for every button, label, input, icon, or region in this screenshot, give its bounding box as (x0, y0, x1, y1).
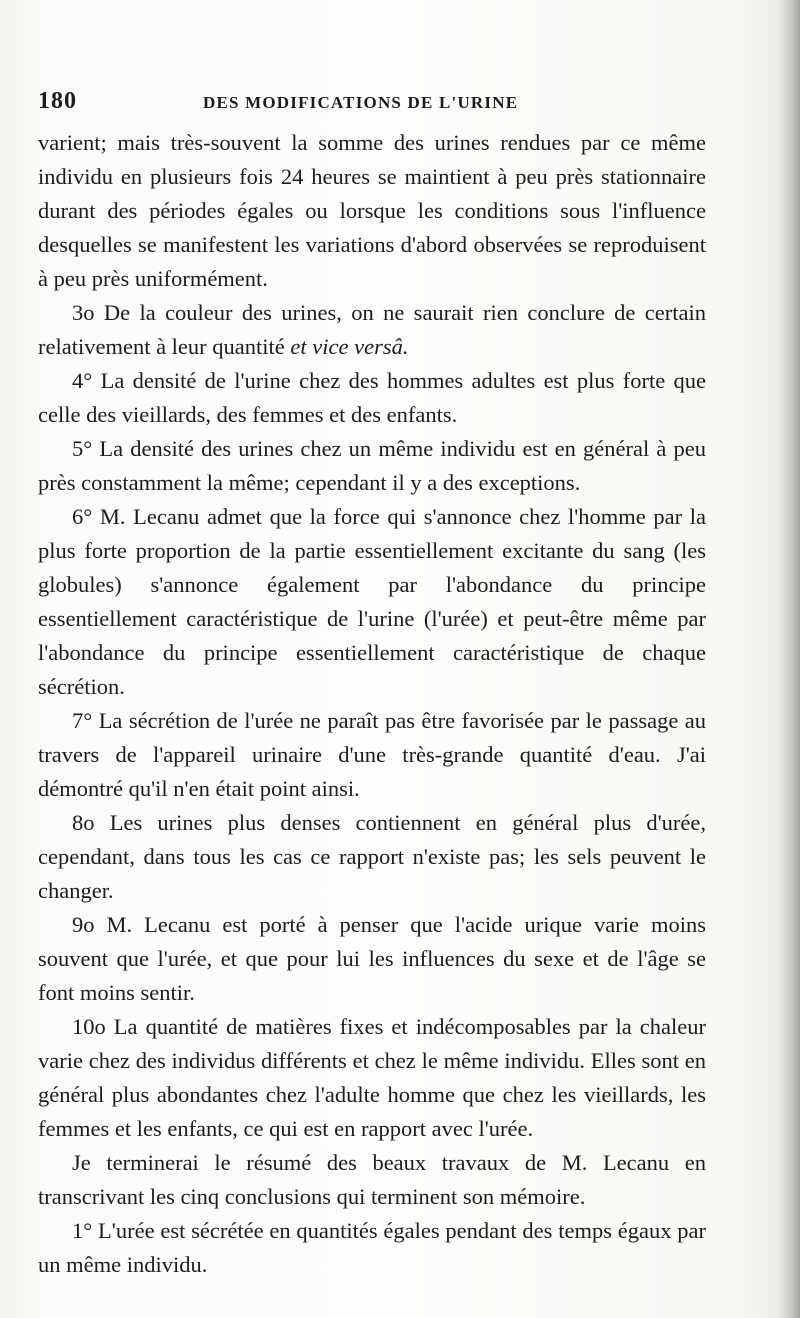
paragraph-7: 7° La sécrétion de l'urée ne paraît pas être favorisée par le passage au travers de l'appareil urinaire d'une très-grande quantité d'eau. J'ai démontré qu'il n'en était point ainsi. (38, 708, 706, 801)
running-title: DES MODIFICATIONS DE L'URINE (203, 93, 519, 112)
page-edge-shadow (778, 0, 800, 1318)
paragraph-3-text: 3o De la couleur des urines, on ne saurait rien conclure de certain relativement à leur quantité (38, 300, 706, 359)
paragraph-6: 6° M. Lecanu admet que la force qui s'annonce chez l'homme par la plus forte proportion de la partie essentiellement excitante du sang (les globules) s'annonce également par l'abondance du principe essentiellement caractéristique de l'urine (l'urée) et peut-être même par l'abondance du principe essentiellement caractéristique de chaque sécrétion. (38, 504, 706, 699)
paragraph-8: 8o Les urines plus denses contiennent en général plus d'urée, cependant, dans tous les cas ce rapport n'existe pas; les sels peuvent le changer. (38, 810, 706, 903)
paragraph-9: 9o M. Lecanu est porté à penser que l'acide urique varie moins souvent que l'urée, et que pour lui les influences du sexe et de l'âge se font moins sentir. (38, 912, 706, 1005)
page-number: 180 (38, 88, 77, 114)
paragraph-4: 4° La densité de l'urine chez des hommes adultes est plus forte que celle des vieillards, des femmes et des enfants. (38, 368, 706, 427)
paragraph-10: 10o La quantité de matières fixes et indécomposables par la chaleur varie chez des individus différents et chez le même individu. Elles sont en général plus abondantes chez l'adulte homme que chez les vieillards, les femmes et les enfants, ce qui est en rapport avec l'urée. (38, 1014, 706, 1141)
paragraph-conclusion-1: 1° L'urée est sécrétée en quantités égales pendant des temps égaux par un même individu. (38, 1218, 706, 1277)
paragraph-summary: Je terminerai le résumé des beaux travaux de M. Lecanu en transcrivant les cinq conclusions qui terminent son mémoire. (38, 1150, 706, 1209)
body-text (38, 126, 706, 1282)
paragraph-continuation: varient; mais très-souvent la somme des urines rendues par ce même individu en plusieurs fois 24 heures se maintient à peu près stationnaire durant des périodes égales ou lorsque les conditions sous l'influence desquelles se manifestent les variations d'abord observées se reproduisent à peu près uniformément. (38, 130, 706, 291)
paragraph-5: 5° La densité des urines chez un même individu est en général à peu près constamment la même; cependant il y a des exceptions. (38, 436, 706, 495)
paragraph-3 (38, 296, 706, 364)
page-header (38, 88, 718, 118)
paragraph-3-italic: et vice versâ. (290, 334, 409, 359)
